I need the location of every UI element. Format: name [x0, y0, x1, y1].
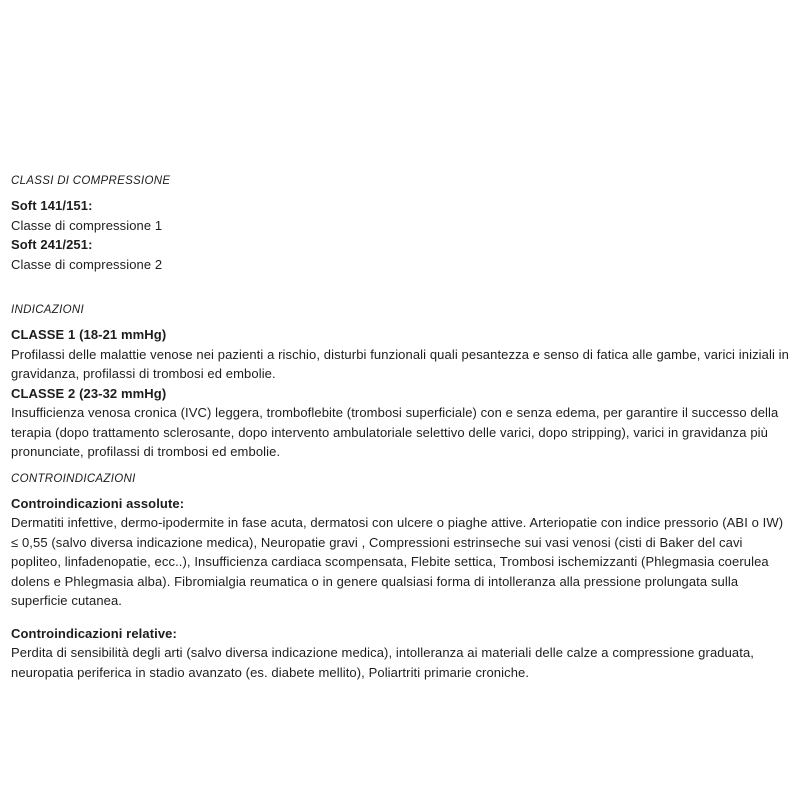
- heading-controindicazioni-assolute: Controindicazioni assolute:: [11, 495, 185, 511]
- section-classi-di-compressione: [11, 174, 790, 274]
- section-controindicazioni: [11, 472, 790, 683]
- description-document: [11, 174, 790, 682]
- section-indicazioni: [11, 303, 790, 462]
- section-heading-controindicazioni: CONTROINDICAZIONI: [11, 472, 136, 485]
- paragraph-controindicazioni-assolute: Dermatiti infettive, dermo-ipodermite in fase acuta, dermatosi con ulcere o piaghe attive. Arteriopatie con indice pressorio (ABI o IW) ≤ 0,55 (salvo diversa indicazione medica), Neuropatie gravi , Compressioni estrinseche sui vasi venosi (cisti di Baker del cavi popliteo, linfadenopatie, ecc..), Insufficienza cardiaca scompensata, Flebite settica, Trombosi ischemizzanti (Phlegmasia coerulea dolens e Phlegmasia alba). Fibromialgia reumatica o in genere qualsiasi forma di intolleranza alla pressione prolungata sulla superficie cutanea.: [11, 515, 784, 608]
- label-soft-141-151: Soft 141/151:: [11, 198, 93, 213]
- heading-controindicazioni-relative: Controindicazioni relative:: [11, 625, 177, 641]
- section-heading-classi-di-compressione: CLASSI DI COMPRESSIONE: [11, 175, 171, 187]
- label-soft-241-251: Soft 241/251:: [11, 237, 93, 252]
- heading-classe-1: CLASSE 1 (18-21 mmHg): [11, 327, 167, 342]
- paragraph-controindicazioni-relative: Perdita di sensibilità degli arti (salvo diversa indicazione medica), intolleranza ai materiali delle calze a compressione graduata, neuropatia periferica in stadio avanzato (es. diabete mellito), Poliartriti primarie croniche.: [11, 645, 755, 680]
- paragraph-classe-2: Insufficienza venosa cronica (IVC) leggera, tromboflebite (trombosi superficiale) con e senza edema, per garantire il successo della terapia (dopo trattamento sclerosante, dopo intervento ambulatoriale selettivo delle varici, dopo stripping), varici in gravidanza più pronunciate, profilassi di trombosi ed embolie.: [11, 405, 779, 459]
- paragraph-classe-1: Profilassi delle malattie venose nei pazienti a rischio, disturbi funzionali quali pesantezza e senso di fatica alle gambe, varici iniziali in gravidanza, profilassi di trombosi ed embolie.: [11, 346, 789, 381]
- section-heading-indicazioni: INDICAZIONI: [11, 304, 84, 316]
- heading-classe-2: CLASSE 2 (23-32 mmHg): [11, 385, 167, 401]
- text-classe-di-compressione-1: Classe di compressione 1: [11, 217, 163, 233]
- text-classe-di-compressione-2: Classe di compressione 2: [11, 256, 163, 272]
